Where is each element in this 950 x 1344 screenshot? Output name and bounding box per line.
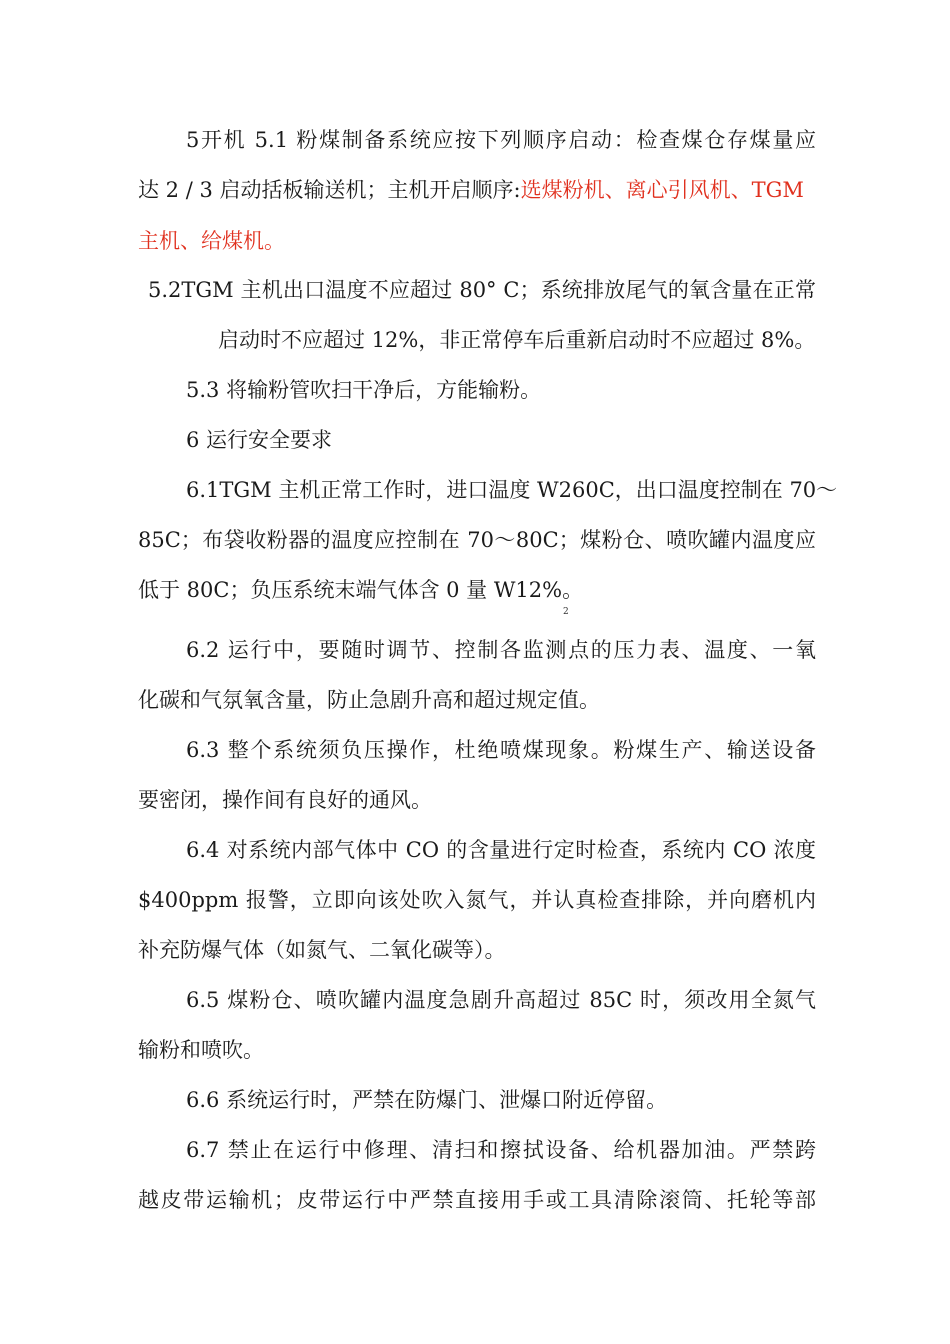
text-line-5-1: 5开机 5.1 粉煤制备系统应按下列顺序启动：检查煤仓存煤量应 (186, 128, 816, 152)
text-line-6-4-end: 补充防爆气体（如氮气、二氧化碳等）。 (138, 938, 506, 962)
startup-sequence-highlight-cont: 主机、给煤机。 (138, 229, 285, 253)
text-line-6-2-cont: 化碳和气氛氧含量，防止急剧升高和超过规定值。 (138, 688, 600, 712)
text-line-6-7-cont: 越皮带运输机；皮带运行中严禁直接用手或工具清除滚筒、托轮等部 (138, 1188, 816, 1212)
text-line-6-7: 6.7 禁止在运行中修理、清扫和擦拭设备、给机器加油。严禁跨 (186, 1138, 816, 1162)
subscript-note: 2 (563, 607, 569, 617)
text-line-6-3-cont: 要密闭，操作间有良好的通风。 (138, 788, 432, 812)
text-line-5-1-cont (138, 176, 804, 204)
text-line-5-2-cont: 启动时不应超过 12%，非正常停车后重新启动时不应超过 8%。 (218, 328, 816, 352)
text-line-6-1-cont: 85C；布袋收粉器的温度应控制在 70〜80C；煤粉仓、喷吹罐内温度应 (138, 528, 816, 552)
text-line-5-2: 5.2TGM 主机出口温度不应超过 80° C；系统排放尾气的氧含量在正常 (148, 278, 816, 302)
startup-sequence-label: 达 2 / 3 启动括板输送机；主机开启顺序: (138, 178, 521, 202)
text-line-6-3: 6.3 整个系统须负压操作，杜绝喷煤现象。粉煤生产、输送设备 (186, 738, 816, 762)
text-line-5-3: 5.3 将输粉管吹扫干净后，方能输粉。 (186, 378, 542, 402)
text-line-6-1: 6.1TGM 主机正常工作时，进口温度 W260C，出口温度控制在 70〜 (186, 478, 838, 502)
startup-sequence-highlight: 选煤粉机、离心引风机、TGM (520, 178, 804, 202)
text-line-6-2: 6.2 运行中，要随时调节、控制各监测点的压力表、温度、一氧 (186, 638, 816, 662)
text-line-6-4: 6.4 对系统内部气体中 CO 的含量进行定时检查，系统内 CO 浓度 (186, 838, 816, 862)
text-line-6-4-cont: $400ppm 报警，立即向该处吹入氮气，并认真检查排除，并向磨机内 (138, 888, 816, 912)
text-line-6-5-cont: 输粉和喷吹。 (138, 1038, 264, 1062)
text-line-6-1-end: 低于 80C；负压系统末端气体含 0 量 W12%。 (138, 578, 584, 602)
text-line-6-6: 6.6 系统运行时，严禁在防爆门、泄爆口附近停留。 (186, 1088, 668, 1112)
text-line-6-5: 6.5 煤粉仓、喷吹罐内温度急剧升高超过 85C 时，须改用全氮气 (186, 988, 816, 1012)
section-heading-6: 6 运行安全要求 (186, 428, 333, 452)
